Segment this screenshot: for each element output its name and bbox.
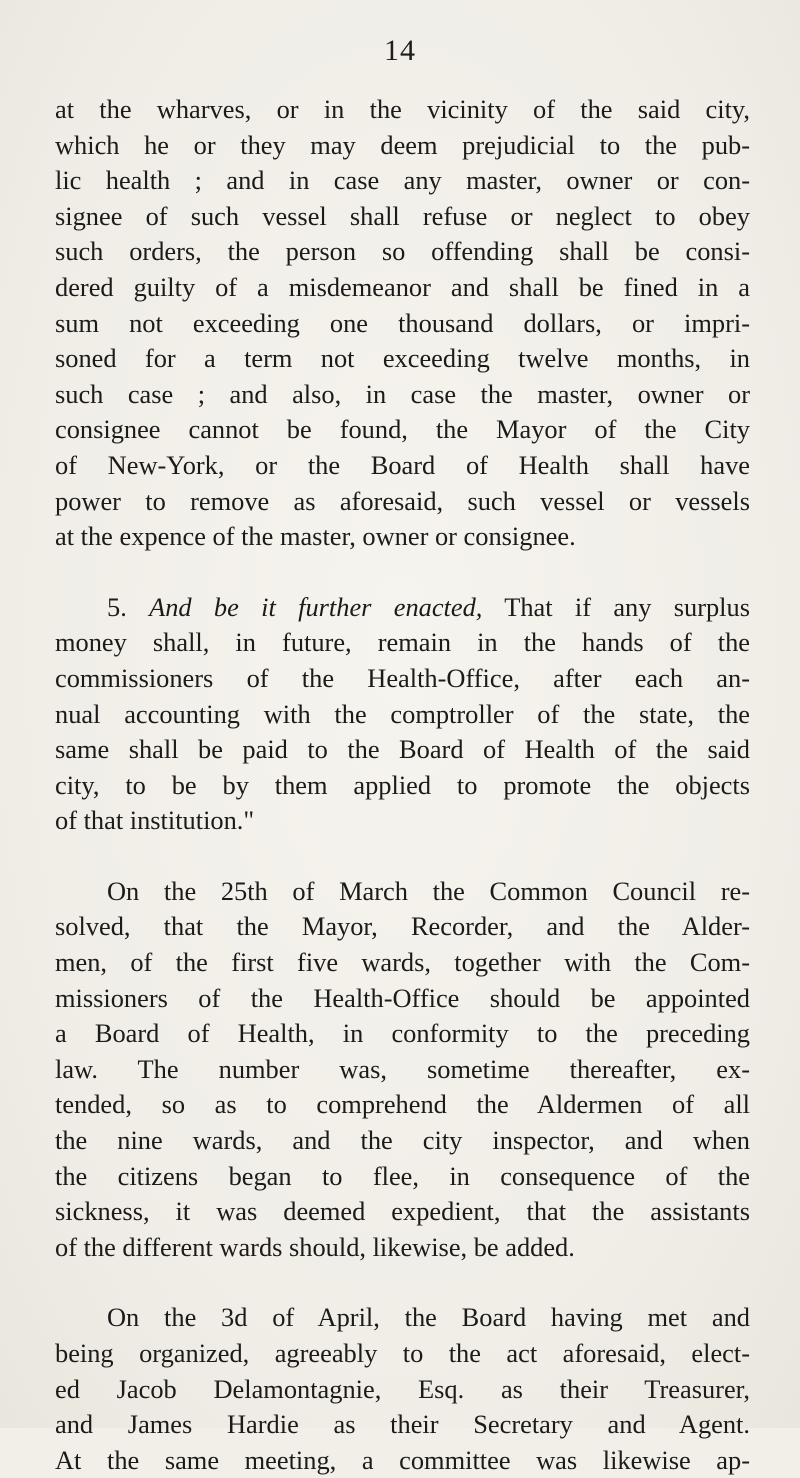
text-line: commissioners of the Health-Office, after each an- [55,662,750,693]
text-line-first [55,590,750,626]
text-line: and James Hardie as their Secretary and Agent. [55,1409,750,1440]
paragraph-1 [55,92,750,555]
text-line: such orders, the person so offending shall be consi- [55,236,750,267]
text-line: which he or they may deem prejudicial to the pub- [55,129,750,160]
page-text [55,92,750,1478]
text-line: soned for a term not exceeding twelve months, in [55,343,750,374]
text-line: sum not exceeding one thousand dollars, or impri- [55,307,750,338]
section-number: 5. [107,591,127,622]
text-line: city, to be by them applied to promote the objects [55,769,750,800]
text-line: tended, so as to comprehend the Aldermen of all [55,1089,750,1120]
text-line: men, of the first five wards, together with the Com- [55,947,750,978]
text-line: nual accounting with the comptroller of the state, the [55,698,750,729]
text-line: of that institution." [55,805,255,836]
text-fragment: That if any surplus [482,591,750,622]
paragraph-2 [55,590,750,839]
text-line: at the wharves, or in the vicinity of the said city, [55,94,750,124]
text-line: a Board of Health, in conformity to the preceding [55,1018,750,1049]
text-line: of New-York, or the Board of Health shall have [55,449,750,480]
text-line: On the 25th of March the Common Council re- [107,875,750,906]
text-line: the nine wards, and the city inspector, and when [55,1125,750,1156]
text-line: law. The number was, sometime thereafter, ex- [55,1053,750,1084]
enacting-clause: And be it further enacted, [149,591,483,622]
page-number: 14 [384,34,416,67]
text-line: missioners of the Health-Office should be appointed [55,982,750,1013]
text-line: At the same meeting, a committee was likewise ap- [55,1444,750,1475]
text-line: On the 3d of April, the Board having met and [107,1302,750,1333]
text-line: money shall, in future, remain in the hands of the [55,627,750,658]
text-line: signee of such vessel shall refuse or neglect to obey [55,200,750,231]
text-line: being organized, agreeably to the act aforesaid, elect- [55,1338,750,1368]
paragraph-4 [55,1300,750,1478]
text-line: at the expence of the master, owner or consignee. [55,521,576,552]
text-line: ed Jacob Delamontagnie, Esq. as their Treasurer, [55,1373,750,1404]
paragraph-3 [55,874,750,1266]
text-line: power to remove as aforesaid, such vessel or vessels [55,485,750,516]
text-line: consignee cannot be found, the Mayor of the City [55,414,750,445]
text-line: of the different wards should, likewise, be added. [55,1231,575,1262]
text-line: the citizens began to flee, in consequence of the [55,1160,750,1191]
text-line: same shall be paid to the Board of Health of the said [55,734,750,765]
text-line: such case ; and also, in case the master, owner or [55,378,750,409]
text-line: solved, that the Mayor, Recorder, and the Alder- [55,911,750,942]
text-line: dered guilty of a misdemeanor and shall be fined in a [55,271,750,302]
text-line: lic health ; and in case any master, owner or con- [55,165,750,196]
text-line: sickness, it was deemed expedient, that the assistants [55,1196,750,1227]
